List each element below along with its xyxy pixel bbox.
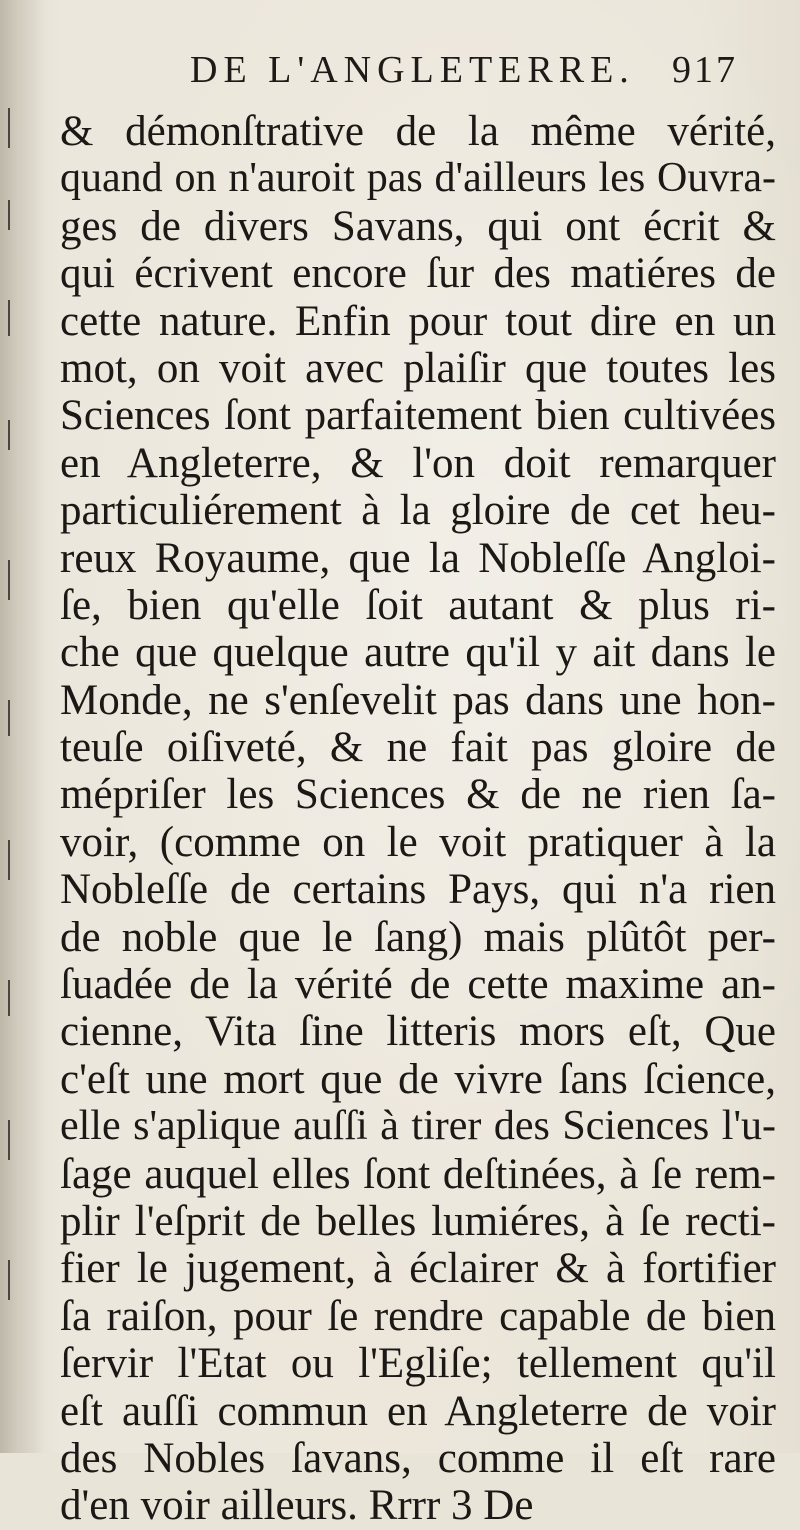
text-line: en Angleterre, & l'on doit remarquer [60, 439, 776, 487]
page-number: 917 [672, 49, 738, 91]
text-line: mot, on voit avec plaiſir que toutes les [60, 344, 776, 392]
gutter-edge-mark [8, 1120, 10, 1160]
body-text [60, 108, 776, 1530]
text-line: cette nature. Enfin pour tout dire en un [60, 297, 776, 345]
gutter-edge-mark [8, 980, 10, 1016]
gutter-edge-mark [8, 420, 10, 450]
text-line: ſuadée de la vérité de cette maxime an- [60, 961, 776, 1009]
text-line-catchword: d'en voir ailleurs. Rrrr 3 De [60, 1482, 534, 1530]
gutter-edge-mark [8, 108, 10, 148]
text-line: teuſe oiſiveté, & ne fait pas gloire de [60, 724, 776, 772]
text-line: c'eſt une mort que de vivre ſans ſcience, [60, 1055, 776, 1103]
text-line: de noble que le ſang) mais plûtôt per- [60, 913, 776, 961]
text-line: cienne, Vita ſine litteris mors eſt, Que [60, 1008, 776, 1056]
gutter-edge-mark [8, 300, 10, 336]
text-line: ges de divers Savans, qui ont écrit & [60, 202, 776, 250]
text-line: des Nobles ſavans, comme il eſt rare [60, 1434, 776, 1482]
text-line: & démonſtrative de la même vérité, [60, 108, 776, 155]
text-line: qui écrivent encore ſur des matiéres de [60, 250, 776, 298]
text-line: ſe, bien qu'elle ſoit autant & plus ri- [60, 581, 776, 629]
page-header [0, 48, 800, 108]
text-line: ſa raiſon, pour ſe rendre capable de bien [60, 1292, 776, 1340]
text-line: fier le jugement, à éclairer & à fortifier [60, 1245, 776, 1293]
page-gutter [0, 0, 44, 1453]
text-line: quand on n'auroit pas d'ailleurs les Ouvra- [60, 155, 776, 202]
text-line: eſt auſſi commun en Angleterre de voir [60, 1387, 776, 1435]
text-line: Monde, ne s'enſevelit pas dans une hon- [60, 676, 776, 724]
text-line: Sciences ſont parfaitement bien cultivées [60, 392, 776, 440]
text-line: particuliérement à la gloire de cet heu- [60, 487, 776, 535]
gutter-edge-mark [8, 840, 10, 880]
running-head: DE L'ANGLETERRE. [190, 49, 635, 91]
text-line: ſervir l'Etat ou l'Egliſe; tellement qu'il [60, 1340, 776, 1388]
text-line: ſage auquel elles ſont deſtinées, à ſe rem- [60, 1150, 776, 1198]
gutter-edge-mark [8, 700, 10, 736]
gutter-edge-mark [8, 1260, 10, 1300]
text-line: Nobleſſe de certains Pays, qui n'a rien [60, 866, 776, 914]
text-line: reux Royaume, que la Nobleſſe Angloi- [60, 534, 776, 582]
text-line: elle s'aplique auſſi à tirer des Sciences l'u- [60, 1103, 776, 1150]
text-line: voir, (comme on le voit pratiquer à la [60, 818, 776, 866]
text-line: plir l'eſprit de belles lumiéres, à ſe recti- [60, 1197, 776, 1245]
text-line: mépriſer les Sciences & de ne rien ſa- [60, 771, 776, 819]
gutter-edge-mark [8, 560, 10, 600]
text-line: che que quelque autre qu'il y ait dans le [60, 629, 776, 677]
gutter-edge-mark [8, 200, 10, 230]
